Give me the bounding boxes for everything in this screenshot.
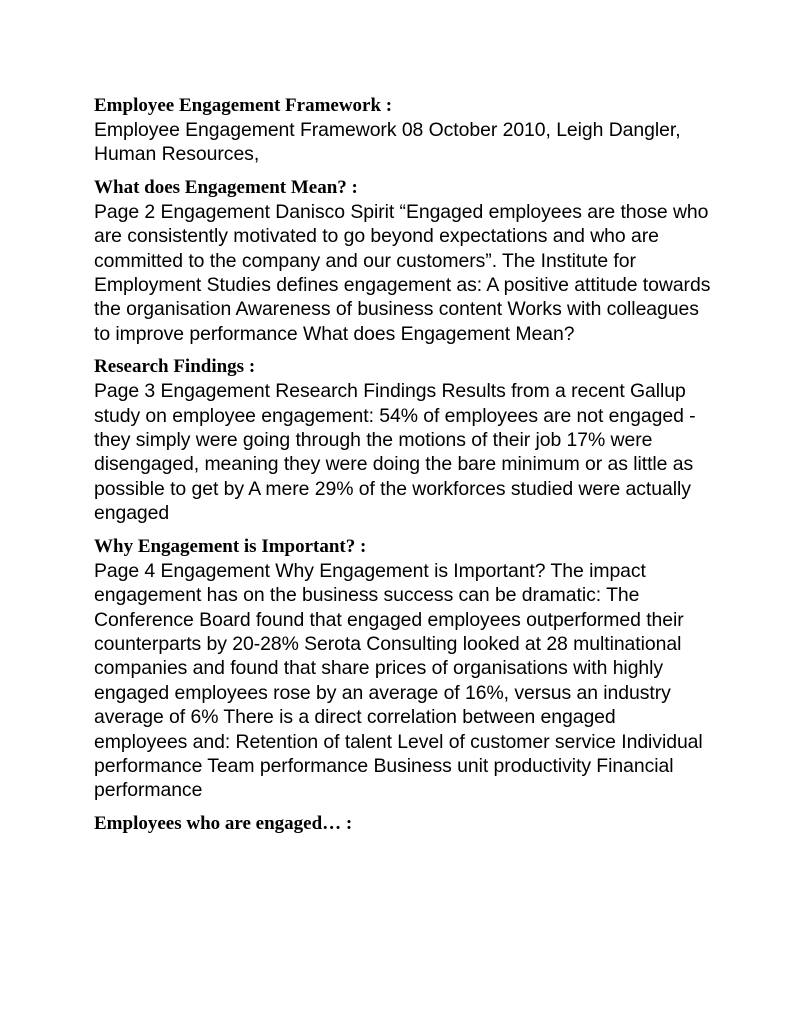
section-framework: [94, 94, 714, 167]
section-heading: Employees who are engaged… :: [94, 812, 353, 834]
section-body: Employee Engagement Framework 08 October 2010, Leigh Dangler, Human Resources,: [94, 119, 681, 166]
section-body: Page 3 Engagement Research Findings Results from a recent Gallup study on employee engagement: 54% of employees are not engaged - they simply were going through the motions of their job 17% were disengaged, meaning they were doing the bare minimum or as little as possible to get by A mere 29% of the workforces studied were actually engaged: [94, 380, 696, 525]
section-why-important: [94, 535, 714, 803]
section-engagement-meaning: [94, 176, 714, 346]
section-body: Page 2 Engagement Danisco Spirit “Engaged employees are those who are consistently motivated to go beyond expectations and who are committed to the company and our customers”. The Institute for Employment Studies defines engagement as: A positive attitude towards the organisation Awareness of business content Works with colleagues to improve performance What does Engagement Mean?: [94, 200, 711, 345]
document-page: [94, 94, 714, 845]
section-heading: Research Findings :: [94, 356, 256, 378]
section-research-findings: [94, 355, 714, 525]
section-heading: What does Engagement Mean? :: [94, 176, 358, 198]
section-heading: Employee Engagement Framework :: [94, 95, 393, 116]
section-body: Page 4 Engagement Why Engagement is Important? The impact engagement has on the business success can be dramatic: The Conference Board found that engaged employees outperformed their counterparts by 20-28% Serota Consulting looked at 28 multinational companies and found that share prices of organisations with highly engaged employees rose by an average of 16%, versus an industry average of 6% There is a direct correlation between engaged employees and: Retention of talent Level of customer service Individual performance Team performance Business unit productivity Financial performance: [94, 559, 703, 802]
section-heading: Why Engagement is Important? :: [94, 535, 367, 557]
section-employees-engaged: [94, 812, 714, 836]
